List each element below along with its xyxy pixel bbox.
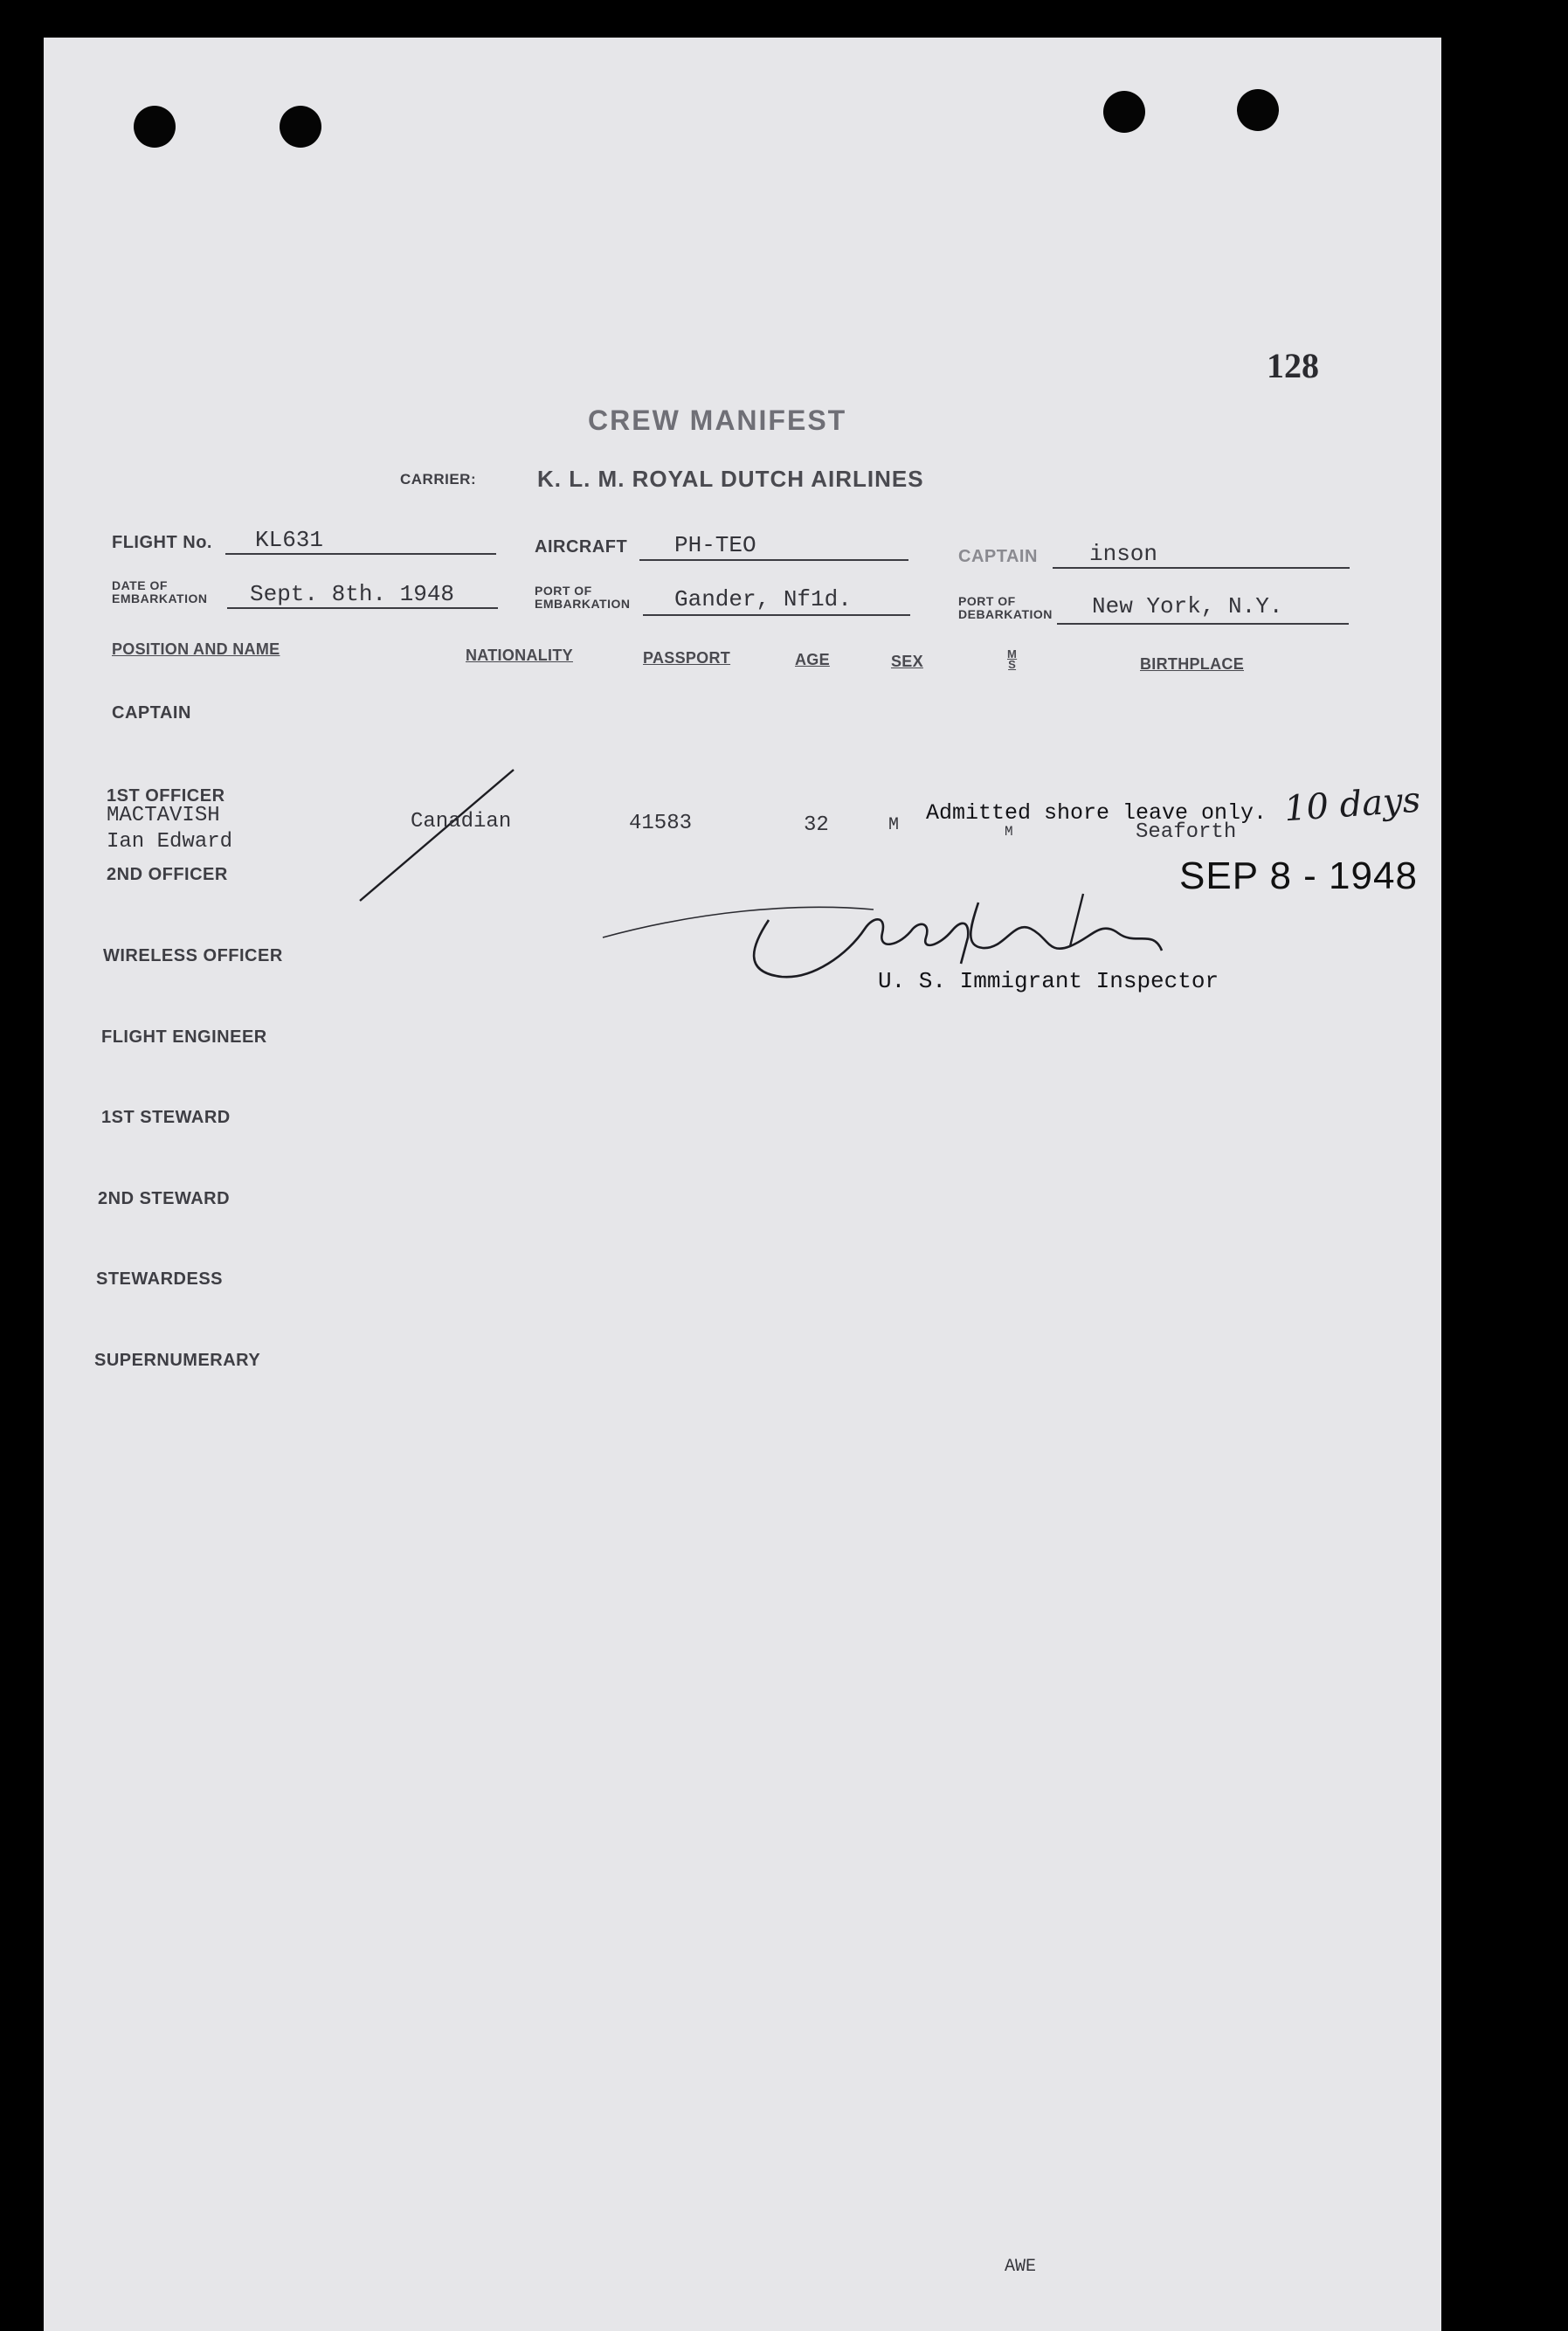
position-wireless: WIRELESS OFFICER	[103, 946, 283, 965]
punch-hole	[1103, 91, 1145, 133]
position-supernumerary: SUPERNUMERARY	[94, 1351, 261, 1370]
crew-age: 32	[804, 813, 829, 837]
crew-passport: 41583	[629, 812, 693, 835]
crew-nationality: Canadian	[411, 810, 512, 833]
crew-given-name: Ian Edward	[107, 830, 233, 854]
col-passport: PASSPORT	[643, 649, 731, 667]
port-embark-label-bottom: EMBARKATION	[535, 597, 631, 611]
aircraft-underline	[639, 559, 908, 561]
port-embark-label-top: PORT OF	[535, 584, 592, 598]
col-sex: SEX	[891, 653, 923, 670]
carrier-value: K. L. M. ROYAL DUTCH AIRLINES	[537, 466, 924, 492]
date-stamp: SEP 8 - 1948	[1179, 854, 1418, 897]
col-age: AGE	[795, 651, 830, 668]
punch-hole	[1237, 89, 1279, 131]
aircraft-value: PH-TEO	[674, 532, 756, 558]
position-second-steward: 2ND STEWARD	[98, 1189, 231, 1208]
port-debark-underline	[1057, 623, 1349, 625]
position-engineer: FLIGHT ENGINEER	[101, 1027, 267, 1047]
position-first-officer: 1ST OFFICER	[107, 786, 225, 806]
punch-hole	[280, 106, 321, 148]
position-first-steward: 1ST STEWARD	[101, 1108, 231, 1127]
inspector-title: U. S. Immigrant Inspector	[878, 968, 1219, 994]
handwritten-days: 10 days	[1282, 779, 1422, 830]
flight-value: KL631	[255, 527, 324, 553]
position-stewardess: STEWARDESS	[96, 1269, 224, 1289]
captain-field-value: inson	[1089, 541, 1158, 567]
carrier-label: CARRIER:	[400, 471, 477, 488]
col-birthplace: BIRTHPLACE	[1140, 655, 1244, 673]
aircraft-label: AIRCRAFT	[535, 537, 628, 557]
footer-initials: AWE	[1005, 2257, 1037, 2277]
port-debark-value: New York, N.Y.	[1092, 593, 1283, 619]
page-number: 128	[1267, 346, 1319, 385]
admitted-stamp: Admitted shore leave only.	[926, 800, 1268, 826]
flight-label: FLIGHT No.	[112, 533, 212, 552]
date-embark-label-top: DATE OF	[112, 578, 168, 592]
date-embark-label-bottom: EMBARKATION	[112, 591, 208, 605]
captain-underline	[1053, 567, 1350, 569]
captain-field-label: CAPTAIN	[958, 547, 1038, 566]
position-second-officer: 2ND OFFICER	[107, 865, 228, 884]
col-position: POSITION AND NAME	[112, 640, 280, 658]
crew-birthplace: Seaforth	[1136, 820, 1237, 844]
date-embark-value: Sept. 8th. 1948	[250, 581, 455, 607]
port-embark-underline	[643, 614, 910, 616]
date-embark-underline	[227, 607, 498, 609]
port-debark-label-bottom: DEBARKATION	[958, 607, 1053, 621]
col-ms: M S	[1007, 647, 1018, 671]
page-title: CREW MANIFEST	[588, 405, 847, 436]
punch-hole	[134, 106, 176, 148]
port-debark-label-top: PORT OF	[958, 594, 1016, 608]
check-mark	[358, 767, 515, 907]
flight-underline	[225, 553, 496, 555]
crew-surname: MACTAVISH	[107, 804, 220, 827]
port-embark-value: Gander, Nf1d.	[674, 586, 852, 612]
position-captain: CAPTAIN	[112, 703, 191, 723]
manifest-sheet	[44, 38, 1441, 2331]
crew-sex: M	[888, 815, 900, 835]
col-nationality: NATIONALITY	[466, 647, 573, 664]
crew-ms: M	[1005, 824, 1013, 840]
